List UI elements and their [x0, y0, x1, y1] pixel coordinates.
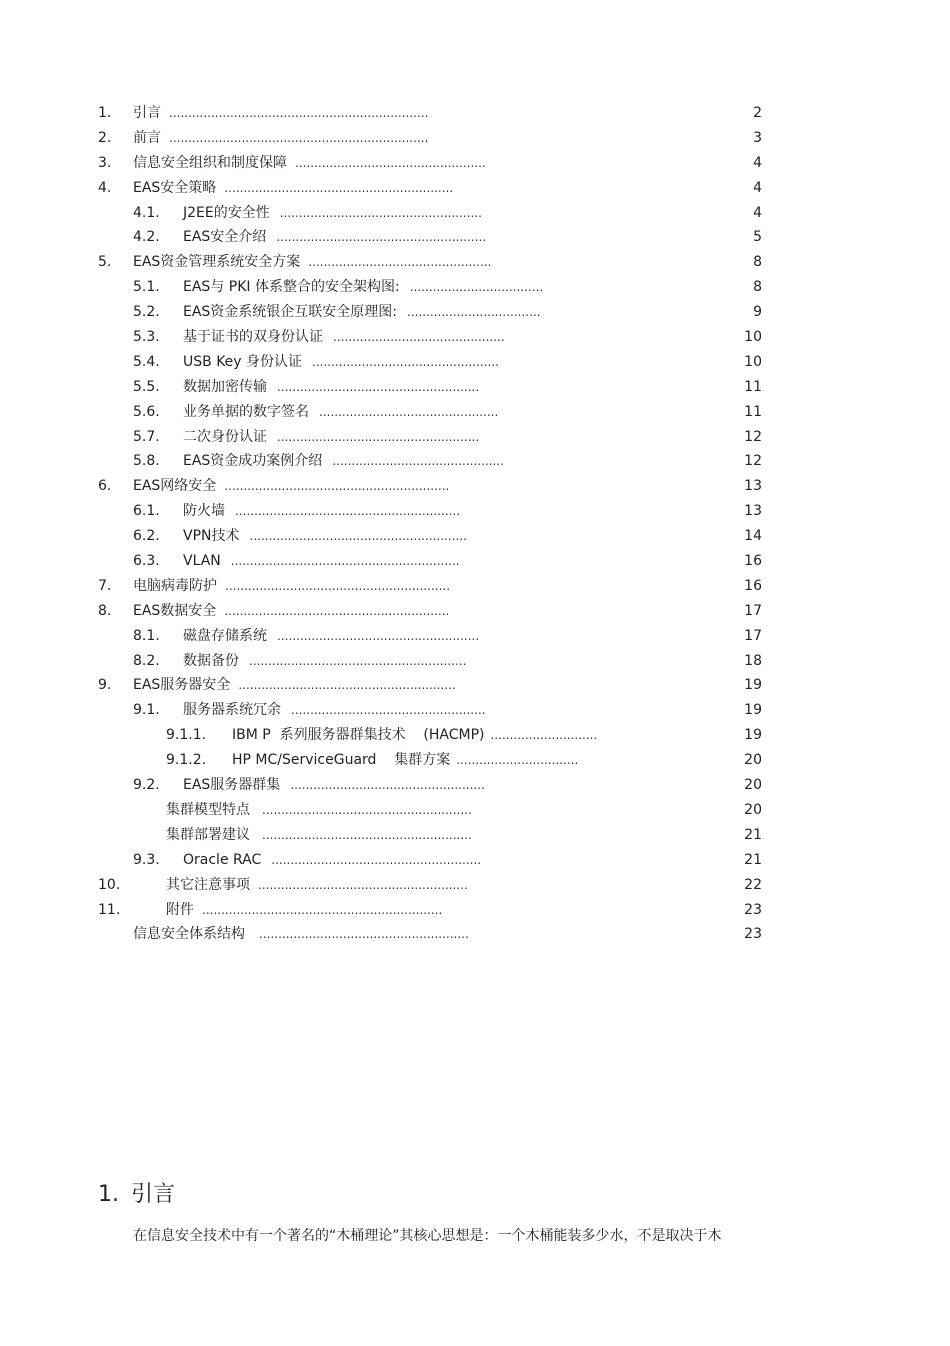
toc-entry-title: Oracle RAC [183, 851, 262, 868]
toc-entry[interactable] [0, 698, 950, 723]
toc-entry-number: 8.2. [133, 652, 160, 669]
toc-entry[interactable] [0, 848, 950, 873]
toc-entry[interactable] [0, 773, 950, 798]
toc-entry-title: 引言 [133, 105, 161, 121]
toc-entry-page-number: 9 [753, 304, 762, 321]
toc-entry-page-number: 16 [744, 553, 762, 570]
toc-entry[interactable] [0, 723, 950, 748]
toc-entry[interactable] [0, 275, 950, 300]
toc-entry-title: 信息安全体系结构 [133, 926, 245, 943]
toc-entry-number: 6.2. [133, 528, 160, 545]
toc-entry[interactable] [0, 549, 950, 574]
toc-entry[interactable] [0, 624, 950, 649]
toc-entry-page-number: 14 [744, 528, 762, 545]
section-title: 引言 [131, 1182, 176, 1207]
toc-entry[interactable] [0, 250, 950, 275]
toc-entry-title: EAS数据安全 [133, 602, 217, 619]
toc-entry-leader-dots: ..................................................... [277, 379, 480, 394]
toc-entry-number: 5.7. [133, 428, 160, 445]
toc-entry-leader-dots: ............................ [490, 728, 598, 743]
toc-entry-number: 7. [98, 577, 112, 594]
toc-entry-title: IBM P 系列服务器群集技术 (HACMP) [232, 727, 485, 744]
toc-entry-leader-dots: ......................................................... [249, 529, 467, 544]
toc-entry-leader-dots: ....................................................... [262, 802, 472, 817]
toc-entry-page-number: 20 [744, 801, 762, 818]
toc-entry-leader-dots: ............................................................ [224, 180, 454, 195]
toc-entry-leader-dots: ........................................................... [224, 603, 450, 618]
toc-entry-page-number: 23 [744, 901, 762, 918]
toc-entry-page-number: 17 [744, 627, 762, 644]
toc-entry-page-number: 13 [744, 503, 762, 520]
toc-entry-page-number: 4 [753, 179, 762, 196]
toc-entry[interactable] [0, 300, 950, 325]
toc-entry[interactable] [0, 922, 950, 947]
toc-entry-title: 业务单据的数字签名 [183, 403, 309, 420]
toc-entry-number: 6.1. [133, 503, 160, 520]
toc-entry-title: USB Key 身份认证 [183, 353, 303, 370]
toc-entry-number: 10. [98, 876, 121, 893]
toc-entry-leader-dots: ....................................................... [258, 877, 468, 892]
toc-entry-page-number: 5 [753, 229, 762, 246]
toc-entry[interactable] [0, 325, 950, 350]
toc-entry-title: 其它注意事项 [166, 876, 250, 893]
toc-entry-number: 5.1. [133, 279, 160, 296]
toc-entry-title: VLAN [183, 553, 221, 570]
toc-entry-leader-dots: ....................................................... [276, 230, 487, 245]
toc-entry-page-number: 18 [744, 652, 762, 669]
toc-entry-leader-dots: .................................................. [295, 155, 486, 170]
toc-entry[interactable] [0, 101, 950, 126]
toc-entry-title: EAS安全策略 [133, 179, 217, 196]
toc-entry-page-number: 3 [753, 129, 762, 146]
toc-entry-title: 数据备份 [183, 652, 239, 669]
toc-entry-number: 5.4. [133, 353, 160, 370]
toc-entry-page-number: 17 [744, 602, 762, 619]
toc-entry-leader-dots: ................................... [407, 305, 541, 320]
toc-entry-number: 4.2. [133, 229, 160, 246]
toc-entry[interactable] [0, 748, 950, 773]
toc-entry-leader-dots: ............................................. [332, 454, 504, 469]
toc-entry-page-number: 22 [744, 876, 762, 893]
toc-entry-leader-dots: ............................................. [333, 330, 505, 345]
toc-entry-number: 5.5. [133, 378, 160, 395]
toc-entry-page-number: 8 [753, 254, 762, 271]
toc-entry-title: 基于证书的双身份认证 [183, 329, 323, 346]
toc-entry-leader-dots: ....................................................... [271, 852, 482, 867]
toc-entry-leader-dots: ................................ [456, 753, 579, 768]
toc-entry-page-number: 10 [744, 353, 762, 370]
toc-entry[interactable] [0, 201, 950, 226]
toc-entry-page-number: 4 [753, 204, 762, 221]
toc-entry-page-number: 16 [744, 577, 762, 594]
toc-entry-title: J2EE的安全性 [183, 204, 270, 221]
toc-entry-leader-dots: ..................................................... [277, 628, 480, 643]
toc-entry-leader-dots: ................................................ [308, 255, 492, 270]
toc-entry[interactable] [0, 126, 950, 151]
toc-entry-number: 6. [98, 478, 112, 495]
toc-entry-title: HP MC/ServiceGuard 集群方案 [232, 752, 451, 769]
toc-entry-number: 5.8. [133, 453, 160, 470]
toc-entry-page-number: 19 [744, 677, 762, 694]
toc-entry-page-number: 10 [744, 329, 762, 346]
toc-entry-title: VPN技术 [183, 528, 240, 545]
section-number: 1. [98, 1182, 119, 1207]
toc-entry-leader-dots: ............................................... [319, 404, 499, 419]
toc-entry-number: 9. [98, 677, 112, 694]
toc-entry[interactable] [0, 499, 950, 524]
toc-entry[interactable] [0, 350, 950, 375]
toc-entry[interactable] [0, 151, 950, 176]
toc-entry-number: 9.1.1. [166, 727, 207, 744]
toc-entry-number: 5.2. [133, 304, 160, 321]
toc-entry-leader-dots: ......................................................... [238, 678, 456, 693]
toc-entry-title: EAS资金成功案例介绍 [183, 453, 323, 470]
toc-entry-number: 4.1. [133, 204, 160, 221]
toc-entry-number: 2. [98, 129, 112, 146]
toc-entry[interactable] [0, 449, 950, 474]
toc-entry[interactable] [0, 873, 950, 898]
toc-entry-leader-dots: ........................................................... [235, 504, 461, 519]
toc-entry-number: 8.1. [133, 627, 160, 644]
toc-entry[interactable] [0, 474, 950, 499]
toc-entry-title: 附件 [166, 901, 194, 918]
toc-entry-leader-dots: ................................................... [291, 703, 486, 718]
toc-entry-title: EAS安全介绍 [183, 229, 267, 246]
toc-entry-title: 集群模型特点 [166, 801, 250, 818]
toc-entry-leader-dots: ................................... [409, 280, 544, 295]
toc-entry[interactable] [0, 375, 950, 400]
toc-entry[interactable] [0, 823, 950, 848]
toc-entry-page-number: 12 [744, 453, 762, 470]
toc-entry-title: 前言 [133, 129, 161, 146]
toc-entry-number: 4. [98, 179, 112, 196]
toc-entry[interactable] [0, 649, 950, 674]
toc-entry[interactable] [0, 599, 950, 624]
toc-entry-number: 9.2. [133, 777, 160, 794]
toc-entry-page-number: 21 [744, 826, 762, 843]
toc-entry-number: 5. [98, 254, 112, 271]
toc-entry-leader-dots: .................................................................... [169, 130, 429, 145]
toc-entry-leader-dots: ....................................................... [262, 827, 472, 842]
toc-entry-number: 1. [98, 105, 112, 121]
toc-entry-page-number: 19 [744, 727, 762, 744]
section-paragraph: 在信息安全技术中有一个著名的“木桶理论”其核心思想是：一个木桶能装多少水，不是取决于木 [133, 1228, 722, 1244]
toc-entry-page-number: 13 [744, 478, 762, 495]
toc-entry-number: 5.6. [133, 403, 160, 420]
toc-entry[interactable] [0, 524, 950, 549]
toc-entry-page-number: 12 [744, 428, 762, 445]
toc-entry-leader-dots: ............................................................ [230, 554, 460, 569]
toc-entry-leader-dots: ....................................................... [259, 927, 469, 942]
toc-entry-number: 3. [98, 154, 112, 171]
toc-entry-page-number: 8 [753, 279, 762, 296]
toc-entry-number: 9.1. [133, 702, 160, 719]
toc-entry-leader-dots: ......................................................... [249, 653, 467, 668]
toc-entry-page-number: 21 [744, 851, 762, 868]
toc-entry[interactable] [0, 798, 950, 823]
toc-entry-page-number: 11 [744, 378, 762, 395]
toc-entry[interactable] [0, 898, 950, 923]
toc-entry-title: EAS资金系统银企互联安全原理图: [183, 304, 398, 321]
toc-entry-number: 5.3. [133, 329, 160, 346]
toc-entry-title: 磁盘存储系统 [183, 627, 267, 644]
toc-entry-leader-dots: ................................................... [290, 778, 485, 793]
toc-entry-page-number: 23 [744, 926, 762, 943]
toc-entry[interactable] [0, 425, 950, 450]
toc-entry-page-number: 19 [744, 702, 762, 719]
toc-entry-page-number: 20 [744, 752, 762, 769]
table-of-contents [0, 101, 950, 947]
toc-entry-title: 防火墙 [183, 503, 225, 520]
toc-entry[interactable] [0, 673, 950, 698]
toc-entry-title: 集群部署建议 [166, 826, 250, 843]
toc-entry-number: 9.3. [133, 851, 160, 868]
toc-entry-title: 信息安全组织和制度保障 [133, 154, 287, 171]
toc-entry-page-number: 2 [753, 105, 762, 121]
toc-entry-leader-dots: ..................................................... [279, 205, 482, 220]
toc-entry-leader-dots: ..................................................... [277, 429, 480, 444]
toc-entry[interactable] [0, 574, 950, 599]
toc-entry-page-number: 20 [744, 777, 762, 794]
toc-entry-leader-dots: ............................................................... [202, 902, 443, 917]
toc-entry-number: 9.1.2. [166, 752, 207, 769]
toc-entry-title: 数据加密传输 [183, 378, 267, 395]
toc-entry-title: 二次身份认证 [183, 428, 267, 445]
toc-entry-title: EAS与 PKI 体系整合的安全架构图: [183, 279, 400, 296]
toc-entry-title: EAS服务器群集 [183, 777, 281, 794]
toc-entry-page-number: 11 [744, 403, 762, 420]
toc-entry-page-number: 4 [753, 154, 762, 171]
toc-entry-number: 11. [98, 901, 121, 918]
section-heading [98, 1180, 175, 1210]
toc-entry-number: 8. [98, 602, 112, 619]
toc-entry-title: 服务器系统冗余 [183, 702, 281, 719]
toc-entry-leader-dots: ........................................................... [225, 578, 451, 593]
toc-entry-leader-dots: ........................................................... [224, 479, 450, 494]
toc-entry[interactable] [0, 176, 950, 201]
toc-entry-title: 电脑病毒防护 [133, 577, 217, 594]
toc-entry-number: 6.3. [133, 553, 160, 570]
toc-entry[interactable] [0, 225, 950, 250]
toc-entry-title: EAS资金管理系统安全方案 [133, 254, 301, 271]
toc-entry[interactable] [0, 400, 950, 425]
toc-entry-title: EAS服务器安全 [133, 677, 231, 694]
toc-entry-title: EAS网络安全 [133, 478, 217, 495]
toc-entry-leader-dots: ................................................. [312, 354, 499, 369]
toc-entry-leader-dots: .................................................................... [169, 106, 429, 120]
